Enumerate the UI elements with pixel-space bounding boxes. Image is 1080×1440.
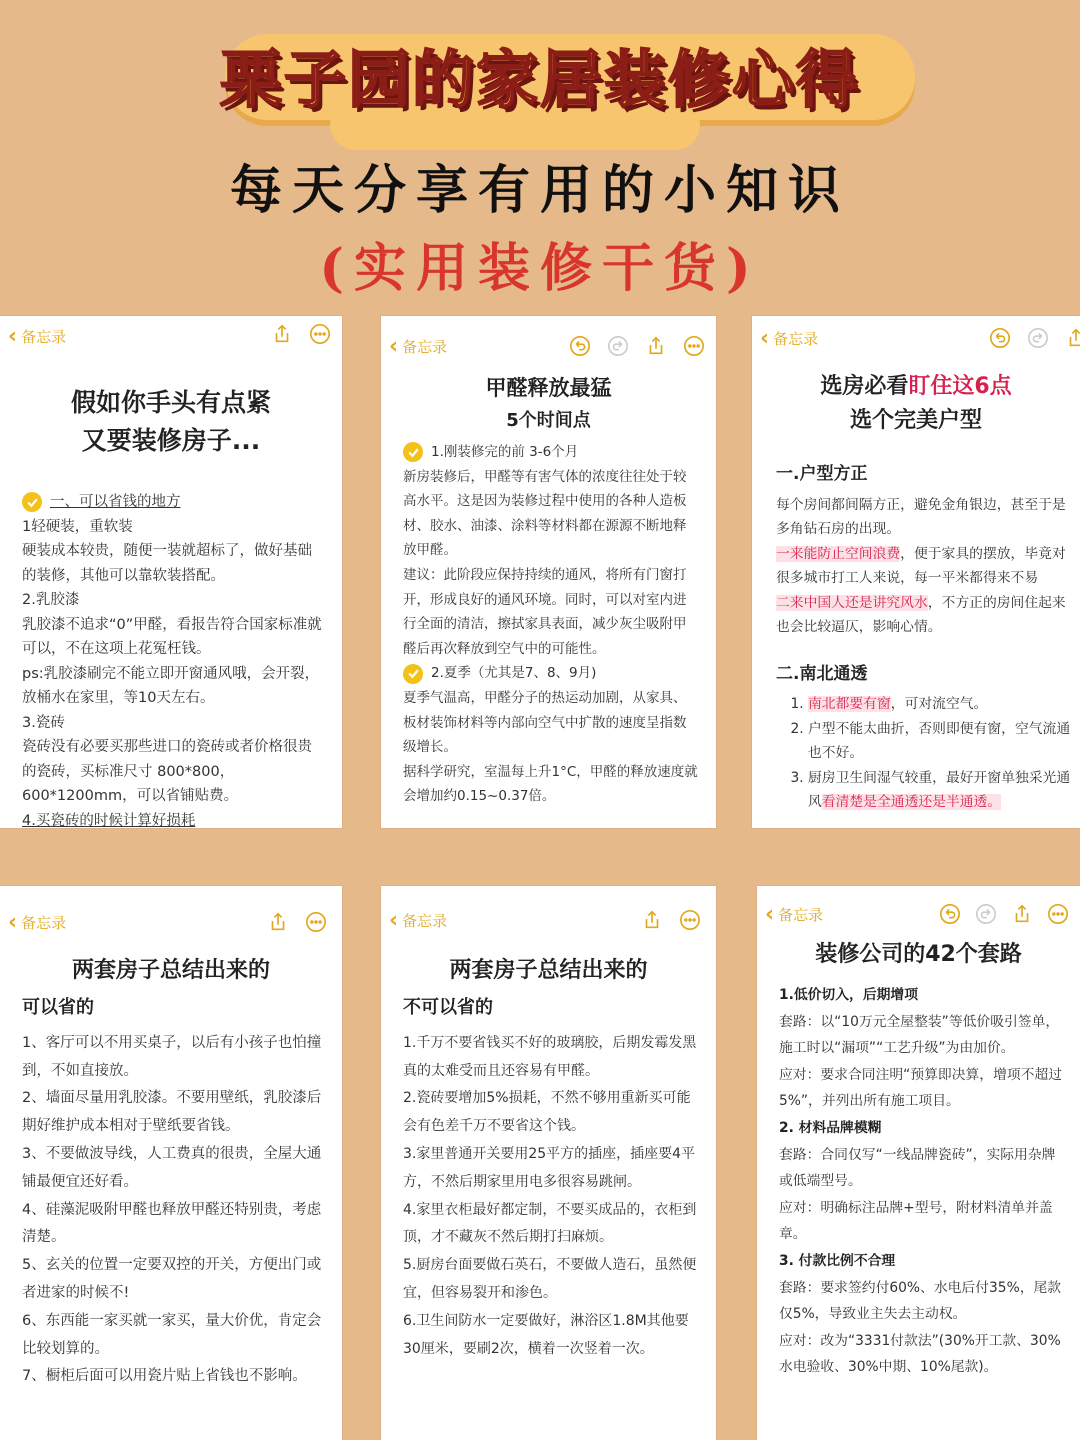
memo-line: ps:乳胶漆刷完不能立即开窗通风哦，会开裂，放桶水在家里，等10天左右。 — [22, 665, 320, 706]
redo-icon[interactable] — [1026, 326, 1050, 350]
chevron-left-icon: ‹ — [389, 907, 399, 933]
back-label: 备忘录 — [402, 912, 448, 930]
back-label: 备忘录 — [402, 338, 448, 356]
card-subtitle: 可以省的 — [22, 997, 94, 1018]
back-label: 备忘录 — [773, 330, 819, 348]
memo-text: 厨房卫生间湿气较重，最好开窗单独采光通风 — [808, 769, 1071, 810]
item-heading — [403, 440, 698, 465]
memo-card-house-selection — [752, 316, 1080, 828]
memo-line: 1轻硬装，重软装 — [22, 518, 133, 535]
card-title: 两套房子总结出来的 — [71, 958, 270, 983]
memo-line: 瓷砖没有必要买那些进口的瓷砖或者价格很贵的瓷砖，买标准尺寸 800*800，600*1200mm，可以省铺贴费。 — [22, 739, 312, 804]
list-item: 5.厨房台面要做石英石，不要做人造石，虽然便宜，但容易裂开和渗色。 — [403, 1257, 697, 1301]
memo-text: ，可对流空气。 — [890, 696, 988, 712]
list-item: 5、玄关的位置一定要双控的开关，方便出门或者进家的时候不! — [22, 1257, 322, 1301]
redo-icon[interactable] — [606, 334, 630, 358]
list-item: 1.千万不要省钱买不好的玻璃胶，后期发霉发黑真的太难受而且还容易有甲醛。 — [403, 1034, 697, 1079]
list-item: 6、东西能一家买就一家买，量大价优，肯定会比较划算的。 — [22, 1312, 322, 1357]
memo-card-save-money — [0, 316, 342, 828]
undo-icon[interactable] — [938, 902, 962, 926]
card-title: 两套房子总结出来的 — [449, 958, 648, 983]
memo-paragraph: 建议：此阶段应保持持续的通风，将所有门窗打开，形成良好的通风环境。同时，可以对室内进行全面的清洁，擦拭家具表面，减少灰尘吸附甲醛后再次释放到空气中的可能性。 — [403, 566, 687, 657]
list-item — [808, 692, 1074, 717]
card-title — [752, 370, 1080, 404]
memo-text: ，不方正的房间住起来也会比较逼仄，影响心情。 — [776, 594, 1066, 635]
list-item: 2. 户型不能太曲折，否则即便有窗，空气流通也不好。 — [808, 717, 1074, 766]
share-icon[interactable] — [1010, 902, 1034, 926]
memo-toolbar — [381, 316, 716, 372]
checkmark-icon — [403, 442, 423, 462]
list-item — [808, 766, 1074, 815]
card-subtitle: 5个时间点 — [506, 410, 591, 431]
list-item: 7、橱柜后面可以用瓷片贴上省钱也不影响。 — [22, 1368, 307, 1385]
list-item: 3.家里普通开关要用25平方的插座，插座要4平方，不然后期家里用电多很容易跳闸。 — [403, 1145, 696, 1190]
more-icon[interactable] — [678, 908, 702, 932]
share-icon[interactable] — [266, 910, 290, 934]
memo-line: 4.买瓷砖的时候计算好损耗 — [22, 812, 196, 828]
list-item: 3、不要做波导线，人工费真的很贵，全屋大通铺最便宜还好看。 — [22, 1145, 322, 1190]
item-label: 1.刚装修完的前 3-6个月 — [431, 444, 579, 460]
back-button[interactable] — [765, 901, 824, 927]
card-title-line-1: 假如你手头有点紧 — [70, 388, 271, 417]
back-button[interactable] — [389, 333, 448, 359]
memo-paragraph: 每个房间都间隔方正，避免金角银边，甚至于是多角钻石房的出现。 — [776, 496, 1066, 537]
page-title: 栗子园的家居装修心得 — [219, 43, 860, 116]
memo-paragraph — [776, 542, 1074, 591]
share-icon[interactable] — [270, 322, 294, 346]
list-item: 1、客厅可以不用买桌子，以后有小孩子也怕撞到，不如直接放。 — [22, 1034, 322, 1079]
memo-paragraph: 据科学研究，室温每上升1°C，甲醛的释放速度就会增加约0.15~0.37倍。 — [403, 763, 698, 805]
memo-card-cannot-save — [381, 886, 716, 1440]
memo-toolbar — [381, 886, 716, 950]
memo-paragraph: 套路：合同仅写“一线品牌瓷砖”，实际用杂牌或低端型号。 — [779, 1146, 1056, 1190]
card-title-line-2: 又要装修房子... — [81, 426, 261, 455]
card-title-line-2: 选个完美户型 — [849, 408, 982, 433]
memo-toolbar — [0, 316, 342, 356]
page-tagline: (实用装修干货) — [319, 238, 761, 299]
more-icon[interactable] — [682, 334, 706, 358]
block-heading: 2. 材料品牌模糊 — [779, 1119, 882, 1136]
item-label: 2.夏季（尤其是7、8、9月) — [431, 665, 597, 682]
memo-card-formaldehyde — [381, 316, 716, 828]
chevron-left-icon: ‹ — [760, 325, 770, 351]
title-highlight: 盯住这6点 — [908, 374, 1012, 399]
memo-toolbar — [0, 886, 342, 950]
section-heading: 二.南北通透 — [776, 663, 868, 684]
checkmark-icon — [403, 664, 423, 684]
back-button[interactable] — [8, 323, 67, 349]
back-label: 备忘录 — [21, 328, 67, 346]
memo-paragraph — [776, 591, 1074, 640]
numbered-list — [776, 692, 1074, 815]
block-heading: 3. 付款比例不合理 — [779, 1252, 896, 1269]
list-item: 4、硅藻泥吸附甲醛也释放甲醛还特别贵，考虑清楚。 — [22, 1201, 322, 1246]
redo-icon[interactable] — [974, 902, 998, 926]
highlighted-text: 二来中国人还是讲究风水 — [776, 594, 928, 611]
share-icon[interactable] — [644, 334, 668, 358]
back-label: 备忘录 — [21, 914, 67, 932]
memo-toolbar — [757, 886, 1080, 934]
section-heading: 一.户型方正 — [776, 464, 868, 484]
memo-paragraph: 夏季气温高，甲醛分子的热运动加剧，从家具、板材装饰材料等内部向空气中扩散的速度呈指数级增长。 — [403, 689, 687, 756]
card-subtitle: 不可以省的 — [403, 997, 493, 1018]
memo-line: 2.乳胶漆 — [22, 592, 80, 608]
share-icon[interactable] — [1064, 326, 1080, 350]
memo-line: 3.瓷砖 — [22, 714, 65, 731]
list-item: 2.瓷砖要增加5%损耗，不然不够用重新买可能会有色差千万不要省这个钱。 — [403, 1090, 691, 1135]
chevron-left-icon: ‹ — [389, 333, 399, 359]
checkmark-icon — [22, 492, 42, 512]
memo-line: 乳胶漆不追求“0”甲醛，看报告符合国家标准就可以，不在这项上花冤枉钱。 — [22, 616, 322, 657]
highlighted-text: 南北都要有窗 — [808, 696, 891, 712]
undo-icon[interactable] — [988, 326, 1012, 350]
undo-icon[interactable] — [568, 334, 592, 358]
section-heading — [22, 490, 322, 515]
memo-line: 硬装成本较贵，随便一装就超标了，做好基础的装修，其他可以靠软装搭配。 — [22, 543, 312, 584]
memo-paragraph: 新房装修后，甲醛等有害气体的浓度往往处于较高水平。这是因为装修过程中使用的各种人造板材、胶水、油漆、涂料等材料都在源源不断地释放甲醛。 — [403, 468, 687, 559]
back-button[interactable] — [8, 909, 67, 935]
memo-paragraph: 应对：要求合同注明“预算即决算，增项不超过5%”，并列出所有施工项目。 — [779, 1066, 1063, 1110]
card-title: 甲醛释放最猛 — [485, 376, 612, 400]
more-icon[interactable] — [304, 910, 328, 934]
memo-text: ，便于家具的摆放，毕竟对很多城市打工人来说，每一平米都得来不易 — [776, 545, 1066, 586]
chevron-left-icon: ‹ — [765, 901, 775, 927]
highlighted-text: 一来能防止空间浪费 — [776, 545, 901, 562]
block-heading: 1.低价切入，后期增项 — [779, 987, 919, 1003]
share-icon[interactable] — [640, 908, 664, 932]
back-button[interactable] — [389, 907, 448, 933]
chevron-left-icon: ‹ — [8, 909, 18, 935]
title-prefix: 选房必看 — [820, 374, 909, 399]
back-label: 备忘录 — [778, 906, 824, 924]
list-item: 2、墙面尽量用乳胶漆。不要用壁纸，乳胶漆后期好维护成本相对于壁纸要省钱。 — [22, 1090, 322, 1135]
memo-paragraph: 套路：以“10万元全屋整装”等低价吸引签单，施工时以“漏项”“工艺升级”为由加价。 — [779, 1013, 1060, 1057]
memo-paragraph: 应对：改为“3331付款法”(30%开工款、30%水电验收、30%中期、10%尾款)。 — [779, 1332, 1061, 1376]
list-item: 6.卫生间防水一定要做好，淋浴区1.8M其他要30厘米，要刷2次，横着一次竖着一次。 — [403, 1312, 689, 1357]
memo-toolbar — [752, 316, 1080, 366]
back-button[interactable] — [760, 325, 819, 351]
memo-card-company-tricks — [757, 886, 1080, 1440]
memo-paragraph: 套路：要求签约付60%、水电后付35%，尾款仅5%，导致业主失去主动权。 — [779, 1279, 1062, 1323]
more-icon[interactable] — [308, 322, 332, 346]
page-subtitle: 每天分享有用的小知识 — [229, 160, 850, 221]
card-title: 装修公司的42个套路 — [815, 942, 1022, 967]
memo-paragraph: 应对：明确标注品牌+型号，附材料清单并盖章。 — [779, 1199, 1053, 1243]
item-heading — [403, 661, 698, 686]
more-icon[interactable] — [1046, 902, 1070, 926]
list-item: 4.家里衣柜最好都定制，不要买成品的，衣柜到顶，才不藏灰不然后期打扫麻烦。 — [403, 1201, 697, 1246]
memo-card-can-save — [0, 886, 342, 1440]
highlighted-text: 看清楚是全通透还是半通透。 — [821, 794, 1002, 810]
section-label: 一、可以省钱的地方 — [50, 494, 181, 510]
chevron-left-icon: ‹ — [8, 323, 18, 349]
